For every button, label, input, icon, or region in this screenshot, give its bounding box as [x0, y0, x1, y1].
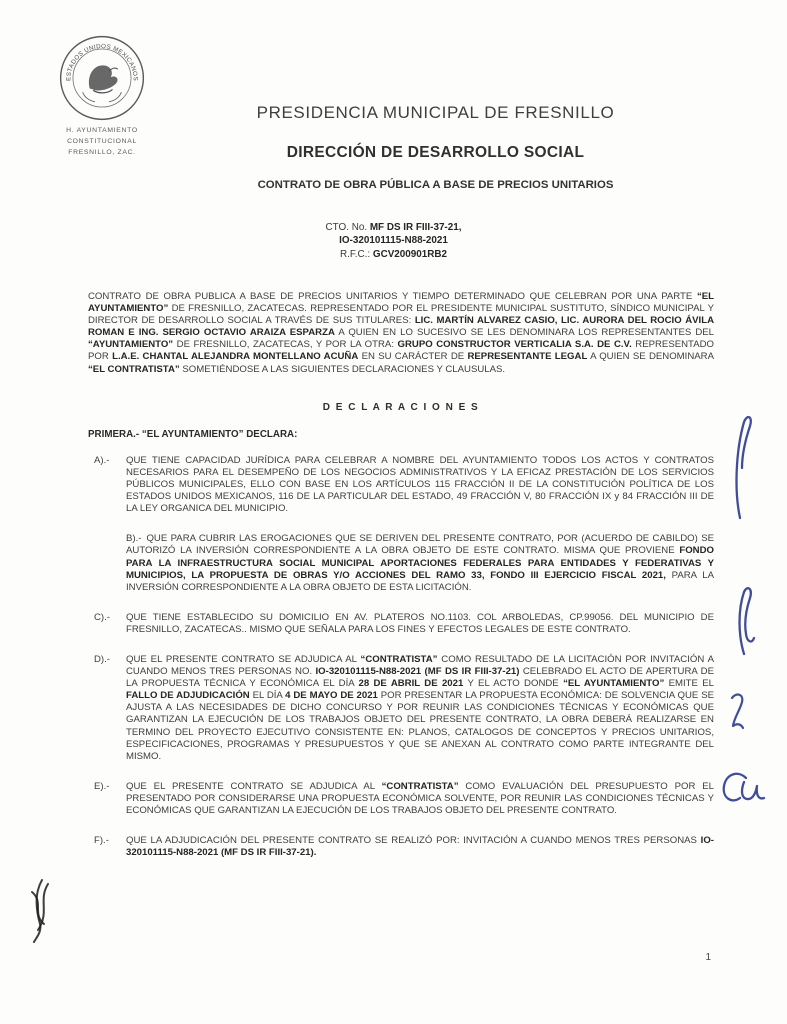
declaracion-item-e [94, 781, 714, 817]
seal-arc-text: ESTADOS UNIDOS MEXICANOS [65, 42, 139, 82]
rfc-line: R.F.C.: GCV200901RB2 [339, 248, 448, 260]
pen-flourish-icon [726, 410, 762, 524]
item-b-label: B).- [126, 533, 142, 545]
item-b-text [126, 533, 714, 593]
department-subtitle: DIRECCIÓN DE DESARROLLO SOCIAL [286, 144, 585, 161]
declaraciones-heading: D E C L A R A C I O N E S [322, 401, 480, 413]
document-header [110, 103, 761, 191]
tender-number-line: IO-320101115-N88-2021 [339, 235, 448, 247]
item-b-body: QUE PARA CUBRIR LAS EROGACIONES QUE SE DERIVEN DEL PRESENTE CONTRATO, POR (ACUERDO DE CABILDO) SE AUTORIZÓ LA INVERSIÓN CORRESPONDIENTE A LA OBRA OBJETO DE ESTE CONTRATO. MISMA QUE PROVIENE FONDO PARA LA INFRAESTRUCTURA SOCIAL MUNICIPAL APORTACIONES FEDERALES PARA ENTIDADES Y FEDERATIVAS Y MUNICIPIOS, LA PROPUESTA DE OBRAS Y/O ACCIONES DEL RAMO 33, FONDO III EJERCICIO FISCAL 2021, PARA LA INVERSIÓN CORRESPONDIENTE A LA OBRA OBJETO DE ESTA LICITACIÓN. [126, 533, 714, 593]
pen-flourish-icon [728, 582, 764, 660]
contract-type-heading: CONTRATO DE OBRA PÚBLICA A BASE DE PRECIOS UNITARIOS [257, 179, 614, 191]
pen-scribble-icon [24, 876, 68, 948]
item-e-label: E).- [94, 780, 110, 792]
pen-squiggle-icon [724, 690, 752, 736]
contract-reference-block [0, 221, 787, 261]
seal-caption-line-1: H. AYUNTAMIENTO [66, 127, 138, 134]
seal-caption-line-2: CONSTITUCIONAL [67, 138, 137, 146]
eagle-silhouette [89, 65, 118, 90]
item-a-label: A).- [94, 454, 110, 466]
item-d-label: D).- [94, 653, 110, 665]
pen-squiggle-icon [712, 766, 770, 816]
page-number: 1 [705, 952, 711, 963]
contract-number-line: CTO. No. MF DS IR FIII-37-21, [325, 222, 462, 233]
item-a-text: QUE TIENE CAPACIDAD JURÍDICA PARA CELEBRAR A NOMBRE DEL AYUNTAMIENTO TODOS LOS ACTOS Y CONTRATOS NECESARIOS PARA EL DESEMPEÑO DE LOS NEGOCIOS ADMINISTRATIVOS Y LA EFICAZ PRESTACIÓN DE LOS SERVICIOS PÚBLICOS MUNICIPALES, ELLO CON BASE EN LOS ARTÍCULOS 115 FRACCIÓN II DE LA CONSTITUCIÓN POLÍTICA DE LOS ESTADOS UNIDOS MEXICANOS, 116 DE LA PARTICULAR DEL ESTADO, 49 FRACCIÓN V, 80 FRACCIÓN IX y 84 FRACCIÓN III DE LA LEY ORGANICA DEL MUNICIPIO. [126, 454, 714, 515]
item-d-text: QUE EL PRESENTE CONTRATO SE ADJUDICA AL “CONTRATISTA” COMO RESULTADO DE LA LICITACIÓN POR INVITACIÓN A CUANDO MENOS TRES PERSONAS NO. IO-320101115-N88-2021 (MF DS IR FIII-37-21) CELEBRADO EL ACTO DE APERTURA DE LA PROPUESTA TÉCNICA Y ECONÓMICA EL DÍA 28 DE ABRIL DE 2021 Y EL ACTO DONDE “EL AYUNTAMIENTO” EMITE EL FALLO DE ADJUDICACIÓN EL DÍA 4 DE MAYO DE 2021 POR PRESENTAR LA PROPUESTA ECONÓMICA: DE SOLVENCIA QUE SE AJUSTA A LAS NECESIDADES DE DICHO CONCURSO Y POR REUNIR LAS CONDICIONES TÉCNICAS Y ECONÓMICAS QUE GARANTIZAN LA EJECUCIÓN DE LOS TRABAJOS OBJETO DEL PRESENTE CONTRATO, LA OBRA DEBERÁ REALIZARSE EN TERMINO DEL PROYECTO EJECUTIVO CONSISTENTE EN: PLANOS, CATALOGOS DE CONCEPTOS Y PRECIOS UNITARIOS, ESPECIFICACIONES, PROGRAMAS Y PRESUPUESTOS Y QUE SE ANEXAN AL CONTRATO COMO PARTE INTEGRANTE DEL MISMO. [126, 653, 715, 762]
declaraciones-list [88, 455, 714, 859]
declaracion-item-c [94, 612, 714, 636]
item-c-text: QUE TIENE ESTABLECIDO SU DOMICILIO EN AV. PLATEROS NO.1103. COL ARBOLEDAS, CP.99056. DEL MUNICIPIO DE FRESNILLO, ZACATECAS.. MISMO QUE SEÑALA PARA LOS FINES Y EFECTOS LEGALES DE ESTE CONTRATO. [126, 611, 714, 635]
declaracion-item-a [94, 455, 714, 515]
declaracion-item-f [94, 835, 714, 859]
declaracion-item-d [94, 654, 714, 763]
contract-body [88, 291, 714, 877]
item-f-label: F).- [94, 835, 109, 847]
seal-caption-line-3: FRESNILLO, ZAC. [68, 149, 136, 157]
primera-heading: PRIMERA.- “EL AYUNTAMIENTO” DECLARA: [88, 428, 298, 440]
item-c-label: C).- [94, 611, 110, 623]
page-title: PRESIDENCIA MUNICIPAL DE FRESNILLO [256, 103, 615, 122]
item-f-text: QUE LA ADJUDICACIÓN DEL PRESENTE CONTRATO SE REALIZÓ POR: INVITACIÓN A CUANDO MENOS TRES PERSONAS IO-320101115-N88-2021 (MF DS IR FIII-37-21). [126, 835, 714, 859]
item-e-text: QUE EL PRESENTE CONTRATO SE ADJUDICA AL “CONTRATISTA” COMO EVALUACIÓN DEL PRESUPUESTO POR EL PRESENTADO POR CONSIDERARSE UNA PROPUESTA ECONÓMICA SOLVENTE, POR REUNIR LAS CONDICIONES TÉCNICAS Y ECONÓMICAS QUE GARANTIZAN LA EJECUCIÓN DE LOS TRABAJOS OBJETO DEL PRESENTE CONTRATO. [126, 780, 714, 816]
intro-paragraph: CONTRATO DE OBRA PUBLICA A BASE DE PRECIOS UNITARIOS Y TIEMPO DETERMINADO QUE CELEBRAN POR UNA PARTE “EL AYUNTAMIENTO” DE FRESNILLO, ZACATECAS. REPRESENTADO POR EL PRESIDENTE MUNICIPAL SUSTITUTO, SÍNDICO MUNICIPAL Y DIRECTOR DE DESARROLLO SOCIAL A TRAVÉS DE SUS TITULARES: LIC. MARTÍN ALVAREZ CASIO, LIC. AURORA DEL ROCIO ÁVILA ROMAN E ING. SERGIO OCTAVIO ARAIZA ESPARZA A QUIEN EN LO SUCESIVO SE LES DENOMINARA LOS REPRESENTANTES DEL “AYUNTAMIENTO” DE FRESNILLO, ZACATECAS, Y POR LA OTRA: GRUPO CONSTRUCTOR VERTICALIA S.A. DE C.V. REPRESENTADO POR L.A.E. CHANTAL ALEJANDRA MONTELLANO ACUÑA EN SU CARÁCTER DE REPRESENTANTE LEGAL A QUIEN SE DENOMINARA “EL CONTRATISTA” SOMETIÉNDOSE A LAS SIGUIENTES DECLARACIONES Y CLAUSULAS. [88, 291, 715, 375]
declaracion-item-b [126, 533, 714, 593]
